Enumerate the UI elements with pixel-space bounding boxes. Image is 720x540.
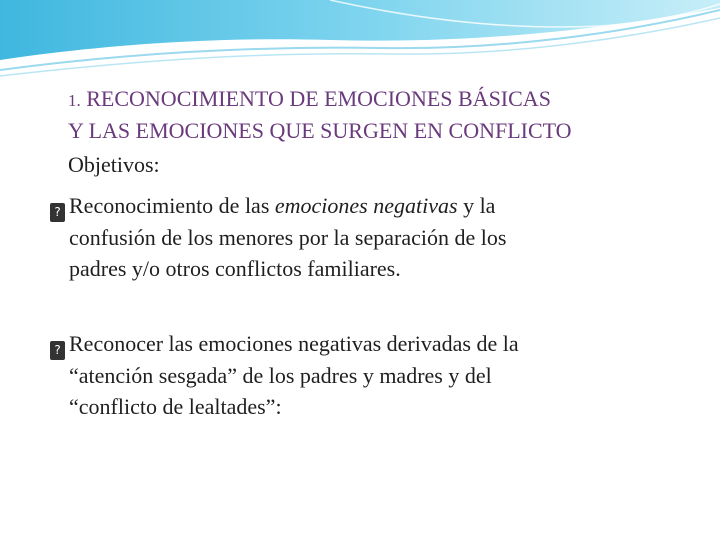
header-wave-decoration bbox=[0, 0, 720, 90]
bullet-item-2 bbox=[50, 328, 690, 422]
bullet-line: padres y/o otros conflictos familiares. bbox=[69, 256, 401, 281]
title-text-line-1: RECONOCIMIENTO DE EMOCIONES BÁSICAS bbox=[86, 86, 551, 111]
bullet-line: ? Reconocimiento de las emociones negativas y la bbox=[50, 190, 690, 222]
bullet-item-1 bbox=[50, 190, 690, 284]
emphasized-text: emociones negativas bbox=[274, 193, 458, 218]
replacement-character-icon: ? bbox=[50, 203, 65, 222]
slide-title bbox=[68, 84, 708, 146]
bullet-line: confusión de los menores por la separación de los bbox=[69, 225, 507, 250]
bullet-line: “atención sesgada” de los padres y madres y del bbox=[69, 363, 492, 388]
section-heading: Objetivos: bbox=[68, 152, 160, 177]
bullet-line: ? Reconocer las emociones negativas derivadas de la bbox=[50, 328, 690, 360]
title-text-line-2: Y LAS EMOCIONES QUE SURGEN EN CONFLICTO bbox=[68, 118, 572, 143]
title-number: 1. bbox=[68, 91, 81, 110]
replacement-character-icon: ? bbox=[50, 341, 65, 360]
bullet-line: “conflicto de lealtades”: bbox=[69, 394, 282, 419]
wave-band bbox=[0, 0, 720, 60]
title-line-1 bbox=[68, 84, 708, 116]
